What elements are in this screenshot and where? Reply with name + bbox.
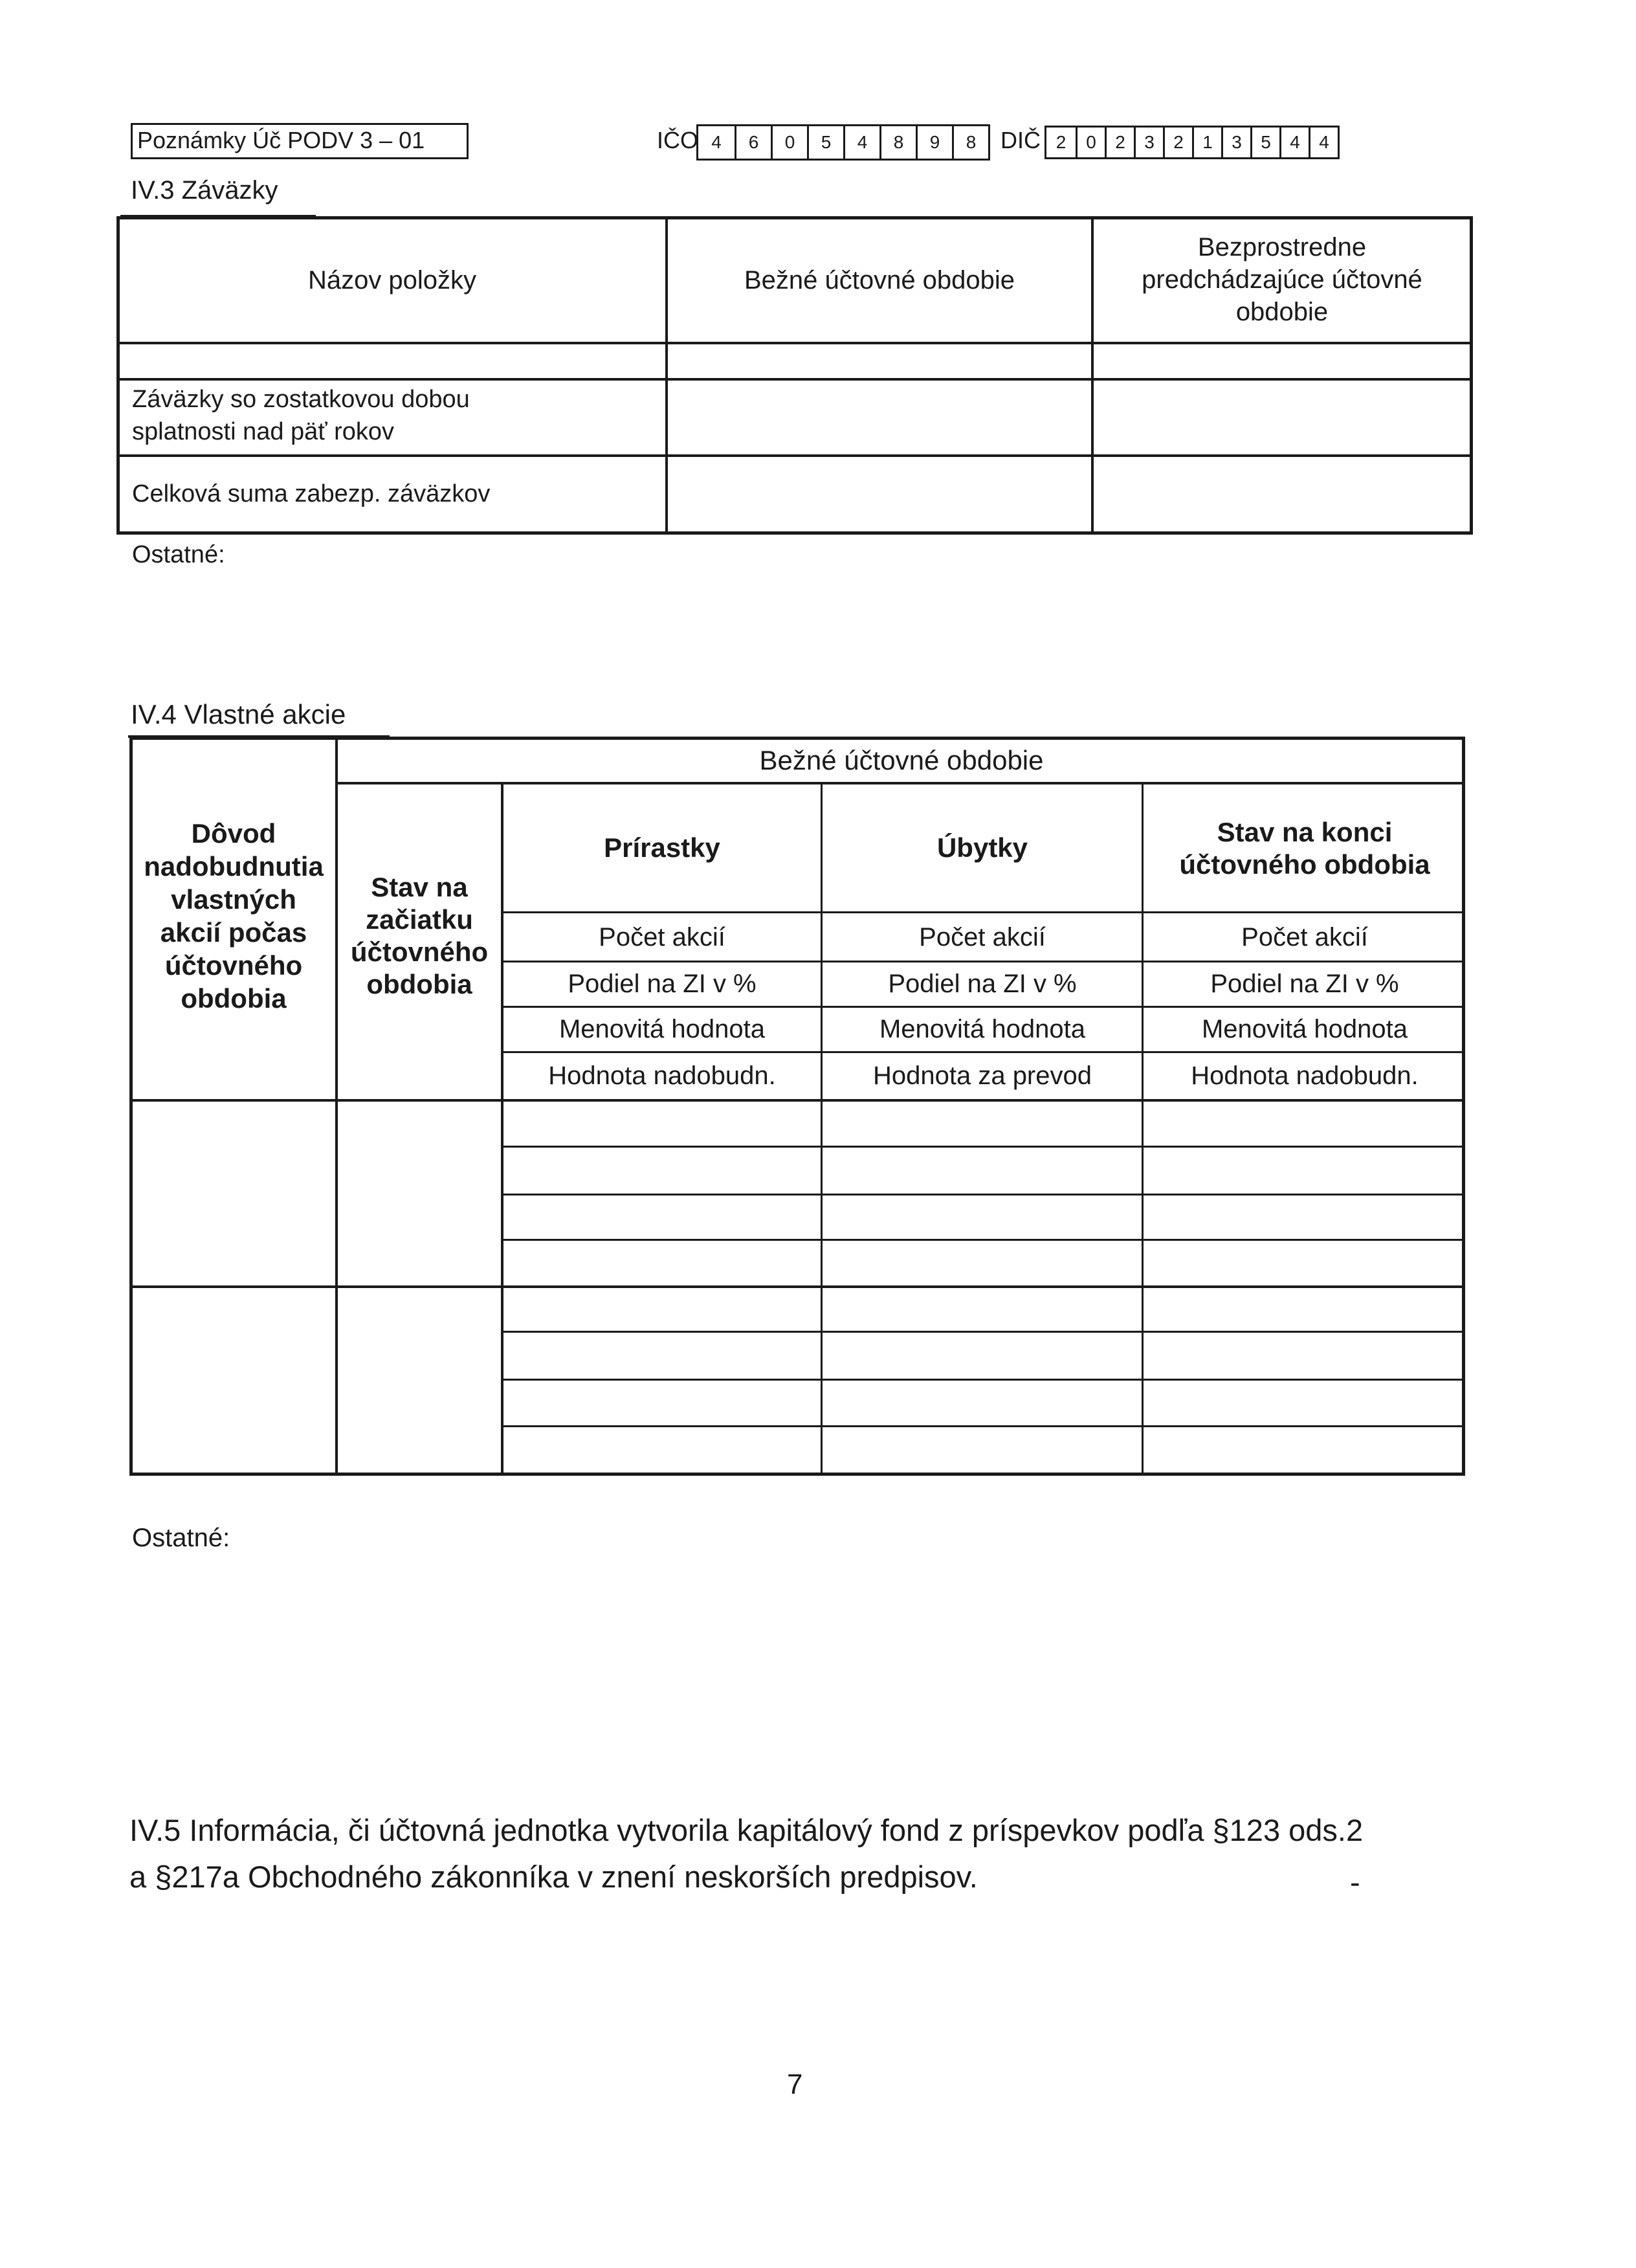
digit-box: 2 xyxy=(1105,128,1134,157)
dic-digit-boxes xyxy=(1045,126,1340,159)
digit-box: 9 xyxy=(916,126,952,159)
iv4-subheader-top xyxy=(501,911,1465,913)
iv3-row1-label-line2: splatnosti nad päť rokov xyxy=(132,418,395,445)
iv5-text-line2: a §217a Obchodného zákonníka v znení neskorších predpisov. xyxy=(129,1860,978,1894)
digit-box: 4 xyxy=(1309,128,1338,157)
digit-box: 0 xyxy=(771,126,807,159)
iv4-reason-header-line: akcií počas xyxy=(160,917,307,948)
iv4-start-header-line: začiatku xyxy=(366,904,473,935)
iv4-additions-sub-nominal: Menovitá hodnota xyxy=(558,1015,765,1043)
iv4-additions-sub-value: Hodnota nadobudn. xyxy=(548,1062,776,1090)
digit-box: 0 xyxy=(1076,128,1105,157)
section-iv4-title: IV.4 Vlastné akcie xyxy=(131,699,346,729)
digit-box: 4 xyxy=(843,126,879,159)
digit-box: 1 xyxy=(1192,128,1221,157)
iv4-data-row-divider xyxy=(501,1379,1465,1381)
iv4-data-row-divider xyxy=(501,1331,1465,1333)
iv4-decreases-sub-nominal: Menovitá hodnota xyxy=(879,1015,1085,1043)
iv3-col-prev-line1: Bezprostredne xyxy=(1197,233,1367,261)
iv4-data-row-divider xyxy=(501,1239,1465,1241)
iv4-reason-header-line: účtovného xyxy=(164,950,303,981)
iv3-col-name-header: Názov položky xyxy=(307,265,477,295)
iv4-reason-header-line: obdobia xyxy=(181,983,287,1014)
iv4-col-additions-header: Prírastky xyxy=(604,832,720,863)
iv4-reason-header-line: Dôvod xyxy=(191,818,276,849)
iv4-col-decreases-header: Úbytky xyxy=(936,832,1028,863)
iv3-row1-label-line1: Záväzky so zostatkovou dobou xyxy=(132,386,470,413)
iv4-reason-header-line: nadobudnutia xyxy=(144,851,324,882)
iv3-row-divider xyxy=(116,454,1473,457)
iv4-decreases-sub-count: Počet akcií xyxy=(919,922,1046,951)
iv4-col-divider xyxy=(821,782,823,1476)
iv4-start-header-line: Stav na xyxy=(371,872,468,902)
iv4-start-header-line: obdobia xyxy=(366,969,472,999)
iv4-col-divider xyxy=(1142,782,1144,1476)
iv4-period-header: Bežné účtovné obdobie xyxy=(759,745,1044,775)
iv4-data-row-divider xyxy=(501,1425,1465,1427)
iv4-header-bottom xyxy=(129,1099,1465,1102)
digit-box: 2 xyxy=(1163,128,1192,157)
ico-label: IČO xyxy=(657,127,699,153)
iv4-data-row-divider xyxy=(501,1146,1465,1148)
iv4-end-sub-share: Podiel na ZI v % xyxy=(1210,970,1399,998)
iv4-end-sub-value: Hodnota nadobudn. xyxy=(1191,1062,1419,1090)
iv4-start-header-line: účtovného xyxy=(350,937,489,967)
iv4-col-divider xyxy=(335,737,338,1476)
iv4-other-label: Ostatné: xyxy=(132,1524,230,1552)
iv3-row-divider xyxy=(116,378,1473,381)
iv3-other-label: Ostatné: xyxy=(132,541,225,568)
iv3-col-current-header: Bežné účtovné obdobie xyxy=(744,265,1015,295)
digit-box: 4 xyxy=(711,132,722,152)
digit-box: 3 xyxy=(1134,128,1163,157)
digit-box: 5 xyxy=(1250,128,1279,157)
iv3-header-bottom xyxy=(116,342,1473,344)
iv4-data-row-divider xyxy=(501,1194,1465,1195)
iv4-data-group-divider xyxy=(129,1285,1465,1288)
digit-box: 8 xyxy=(952,126,988,159)
section-iv3-title: IV.3 Záväzky xyxy=(131,176,278,205)
iv3-col-divider xyxy=(1091,216,1094,535)
iv4-decreases-sub-share: Podiel na ZI v % xyxy=(888,970,1077,998)
digit-box: 2 xyxy=(1056,132,1067,152)
form-label: Poznámky Úč PODV 3 – 01 xyxy=(137,127,425,153)
iv4-end-sub-nominal: Menovitá hodnota xyxy=(1201,1015,1408,1043)
iv4-col-end-line1: Stav na konci xyxy=(1217,817,1393,847)
ico-digit-boxes xyxy=(696,124,990,161)
iv3-row2-label: Celková suma zabezp. záväzkov xyxy=(132,480,491,507)
iv4-col-end-line2: účtovného obdobia xyxy=(1179,849,1430,880)
iv4-additions-sub-count: Počet akcií xyxy=(599,922,725,951)
dic-label: DIČ xyxy=(1000,127,1041,153)
iv5-text-line1: IV.5 Informácia, či účtovná jednotka vytvorila kapitálový fond z príspevkov podľa §123 ods.2 xyxy=(129,1813,1364,1847)
iv4-additions-sub-share: Podiel na ZI v % xyxy=(568,970,757,998)
page-number: 7 xyxy=(787,2069,803,2100)
iv4-end-sub-count: Počet akcií xyxy=(1241,922,1368,951)
iv3-col-prev-line2: predchádzajúce účtovné xyxy=(1142,265,1422,294)
iv3-col-prev-line3: obdobie xyxy=(1235,298,1329,326)
iv5-answer: - xyxy=(1350,1865,1360,1899)
digit-box: 3 xyxy=(1221,128,1250,157)
iv4-decreases-sub-value: Hodnota za prevod xyxy=(872,1062,1092,1090)
digit-box: 4 xyxy=(1279,128,1309,157)
iv4-reason-header xyxy=(132,817,335,1015)
iv4-start-header xyxy=(338,871,501,1001)
digit-box: 5 xyxy=(807,126,843,159)
digit-box: 6 xyxy=(735,126,771,159)
iv4-reason-header-line: vlastných xyxy=(171,884,296,915)
digit-box: 8 xyxy=(879,126,916,159)
